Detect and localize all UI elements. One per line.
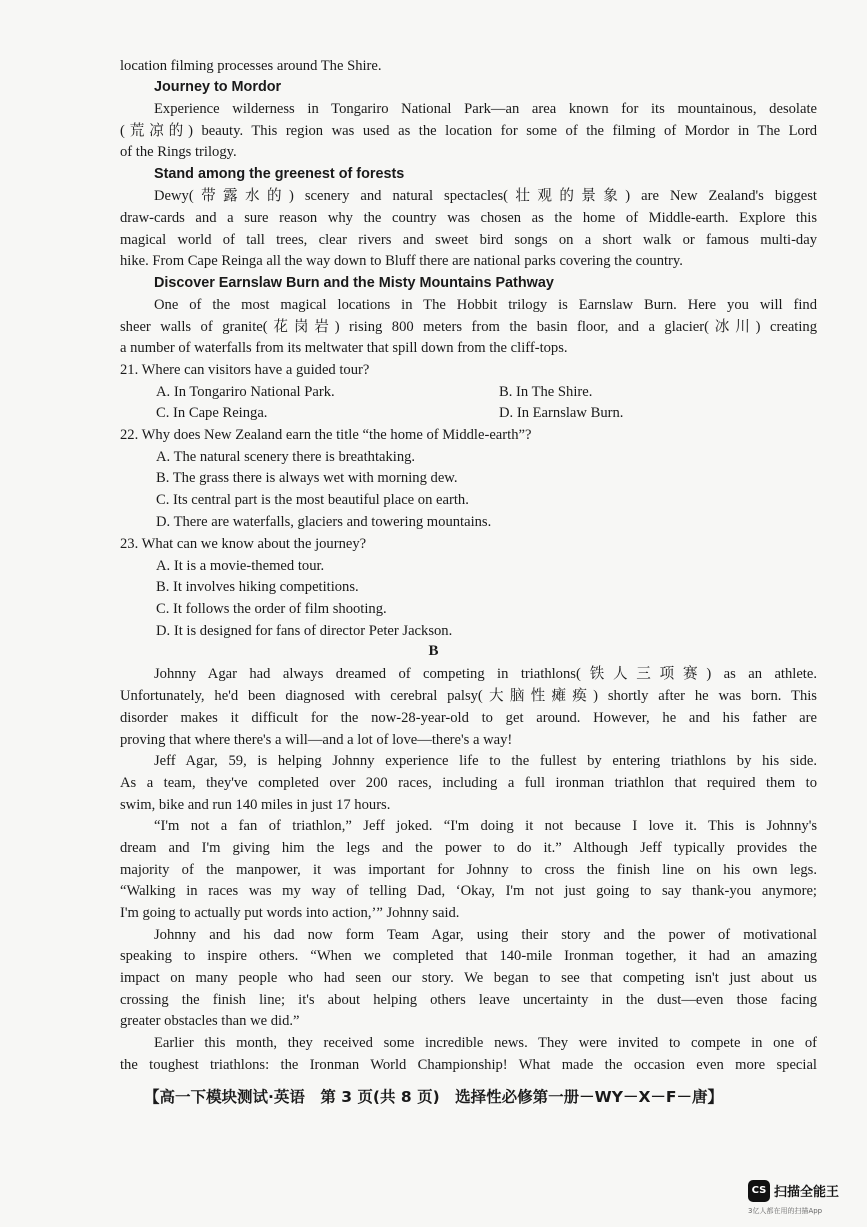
- text-line: proving that where there's a will—and a lot of love—there's a way!: [120, 732, 513, 748]
- text-line: magical world of tall trees, clear rivers and sweet bird songs on a short walk or famous multi-day: [120, 232, 817, 248]
- answer-option: C. In Cape Reinga.: [156, 405, 268, 421]
- text-line: Dewy(带露水的) scenery and natural spectacles(壮观的景象) are New Zealand's biggest: [154, 188, 817, 204]
- section-heading: Stand among the greenest of forests: [154, 166, 405, 182]
- answer-option: D. There are waterfalls, glaciers and towering mountains.: [156, 514, 492, 530]
- text-line: draw-cards and a sure reason why the country was chosen as the home of Middle-earth. Explore this: [120, 210, 817, 226]
- question-stem: 21. Where can visitors have a guided tour?: [120, 362, 370, 378]
- text-line: Earlier this month, they received some incredible news. They were invited to compete in one of: [154, 1035, 817, 1051]
- text-line: “I'm not a fan of triathlon,” Jeff joked. “I'm doing it not because I love it. This is Johnny's: [154, 818, 817, 834]
- scanner-watermark: [748, 1180, 848, 1220]
- text-line: location filming processes around The Shire.: [120, 58, 382, 74]
- answer-option: A. It is a movie-themed tour.: [156, 558, 325, 574]
- text-line: One of the most magical locations in The Hobbit trilogy is Earnslaw Burn. Here you will find: [154, 297, 817, 313]
- answer-option: D. It is designed for fans of director Peter Jackson.: [156, 623, 453, 639]
- question-stem: 23. What can we know about the journey?: [120, 536, 367, 552]
- text-line: majority of the manpower, it was important for Johnny to cross the finish line on his own legs.: [120, 862, 817, 878]
- text-line: the toughest triathlons: the Ironman World Championship! What made the occasion even more special: [120, 1057, 817, 1073]
- answer-option: D. In Earnslaw Burn.: [499, 405, 624, 421]
- text-line: Johnny and his dad now form Team Agar, using their story and the power of motivational: [154, 927, 817, 943]
- text-line: of the Rings trilogy.: [120, 144, 237, 160]
- scanner-app-name: 扫描全能王: [774, 1185, 840, 1200]
- text-line: I'm going to actually put words into action,’” Johnny said.: [120, 905, 460, 921]
- scanner-tagline: 3亿人都在用的扫描App: [748, 1207, 823, 1215]
- section-heading: Discover Earnslaw Burn and the Misty Mountains Pathway: [154, 275, 554, 291]
- question-stem: 22. Why does New Zealand earn the title “the home of Middle-earth”?: [120, 427, 532, 443]
- text-line: dream and I'm giving him the legs and the power to do it.” Although Jeff typically provides the: [120, 840, 817, 856]
- text-line: disorder makes it difficult for the now-28-year-old to get around. However, he and his father are: [120, 710, 817, 726]
- text-line: speaking to inspire others. “When we completed that 140-mile Ironman together, it had an amazing: [120, 948, 817, 964]
- answer-option: B. The grass there is always wet with morning dew.: [156, 470, 458, 486]
- answer-option: C. Its central part is the most beautiful place on earth.: [156, 492, 469, 508]
- answer-option: B. In The Shire.: [499, 384, 593, 400]
- section-label: B: [428, 643, 439, 659]
- text-line: “Walking in races was my way of telling Dad, ‘Okay, I'm not just going to say thank-you anymore;: [120, 883, 817, 899]
- answer-option: A. In Tongariro National Park.: [156, 384, 335, 400]
- text-line: Experience wilderness in Tongariro National Park—an area known for its mountainous, desolate: [154, 101, 817, 117]
- text-line: Johnny Agar had always dreamed of competing in triathlons(铁人三项赛) as an athlete.: [154, 666, 817, 682]
- section-heading: Journey to Mordor: [154, 79, 282, 95]
- text-line: (荒凉的) beauty. This region was used as the location for some of the filming of Mordor in The Lord: [120, 123, 817, 139]
- text-line: Jeff Agar, 59, is helping Johnny experience life to the fullest by entering triathlons by his side.: [154, 753, 817, 769]
- text-line: a number of waterfalls from its meltwater that spill down from the cliff-tops.: [120, 340, 568, 356]
- answer-option: A. The natural scenery there is breathtaking.: [156, 449, 416, 465]
- text-line: sheer walls of granite(花岗岩) rising 800 meters from the basin floor, and a glacier(冰川) creating: [120, 319, 817, 335]
- page-footer: 【高一下模块测试·英语 第 3 页(共 8 页) 选择性必修第一册－WY－X－F－唐】: [143, 1088, 724, 1106]
- text-line: Unfortunately, he'd been diagnosed with cerebral palsy(大脑性瘫痪) shortly after he was born. This: [120, 688, 817, 704]
- text-line: As a team, they've completed over 200 races, including a full ironman triathlon that required them to: [120, 775, 817, 791]
- scanner-logo-icon: CS: [748, 1180, 770, 1202]
- text-line: hike. From Cape Reinga all the way down to Bluff there are national parks covering the country.: [120, 253, 683, 269]
- text-line: swim, bike and run 140 miles in just 17 hours.: [120, 797, 391, 813]
- text-line: crossing the finish line; it's about helping others leave uncertainty in the dust—even those facing: [120, 992, 817, 1008]
- text-line: greater obstacles than we did.”: [120, 1013, 300, 1029]
- text-line: impact on many people who had seen our story. We began to see that competing isn't just about us: [120, 970, 817, 986]
- answer-option: C. It follows the order of film shooting.: [156, 601, 387, 617]
- answer-option: B. It involves hiking competitions.: [156, 579, 359, 595]
